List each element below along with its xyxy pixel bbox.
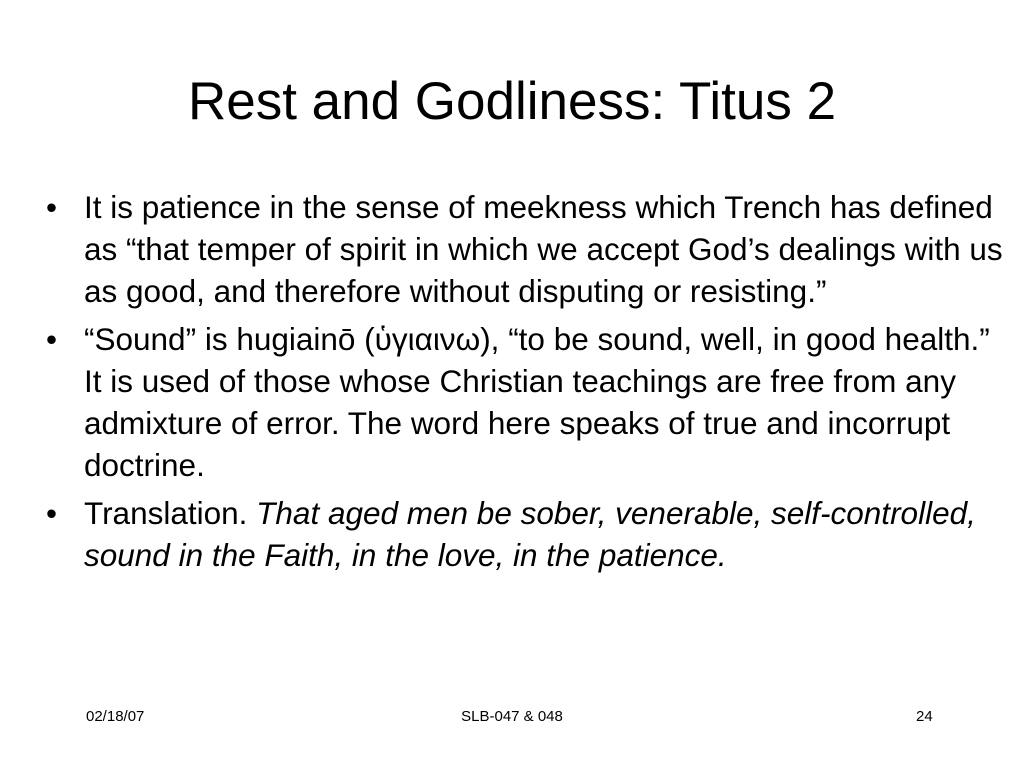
bullet-text-2: “Sound” is hugiainō (ὑγιαινω), “to be sound, well, in good health.” It is used of those whose Christian teachings are free from any admixture of error. The word here speaks of true and incorrupt doctrine. <box>84 321 990 483</box>
bullet-item-1 <box>46 186 1006 312</box>
bullet-marker: • <box>46 189 58 225</box>
bullet-list <box>46 186 1006 582</box>
footer-center-label: SLB-047 & 048 <box>461 708 563 725</box>
bullet-marker: • <box>46 321 58 357</box>
footer-date: 02/18/07 <box>86 708 145 725</box>
bullet-marker: • <box>46 495 58 531</box>
bullet-text-3-translation: That aged men be sober, venerable, self-controlled, sound in the Faith, in the love, in the patience. <box>84 495 976 573</box>
bullet-item-2 <box>46 318 1006 486</box>
footer-page-number: 24 <box>916 708 933 725</box>
slide-title: Rest and Godliness: Titus 2 <box>187 72 837 131</box>
bullet-text-1: It is patience in the sense of meekness which Trench has defined as “that temper of spirit in which we accept God’s dealings with us as good, and therefore without disputing or resisting.” <box>84 189 1003 309</box>
bullet-item-3 <box>46 492 1006 576</box>
bullet-text-3-lead: Translation. <box>84 495 257 531</box>
